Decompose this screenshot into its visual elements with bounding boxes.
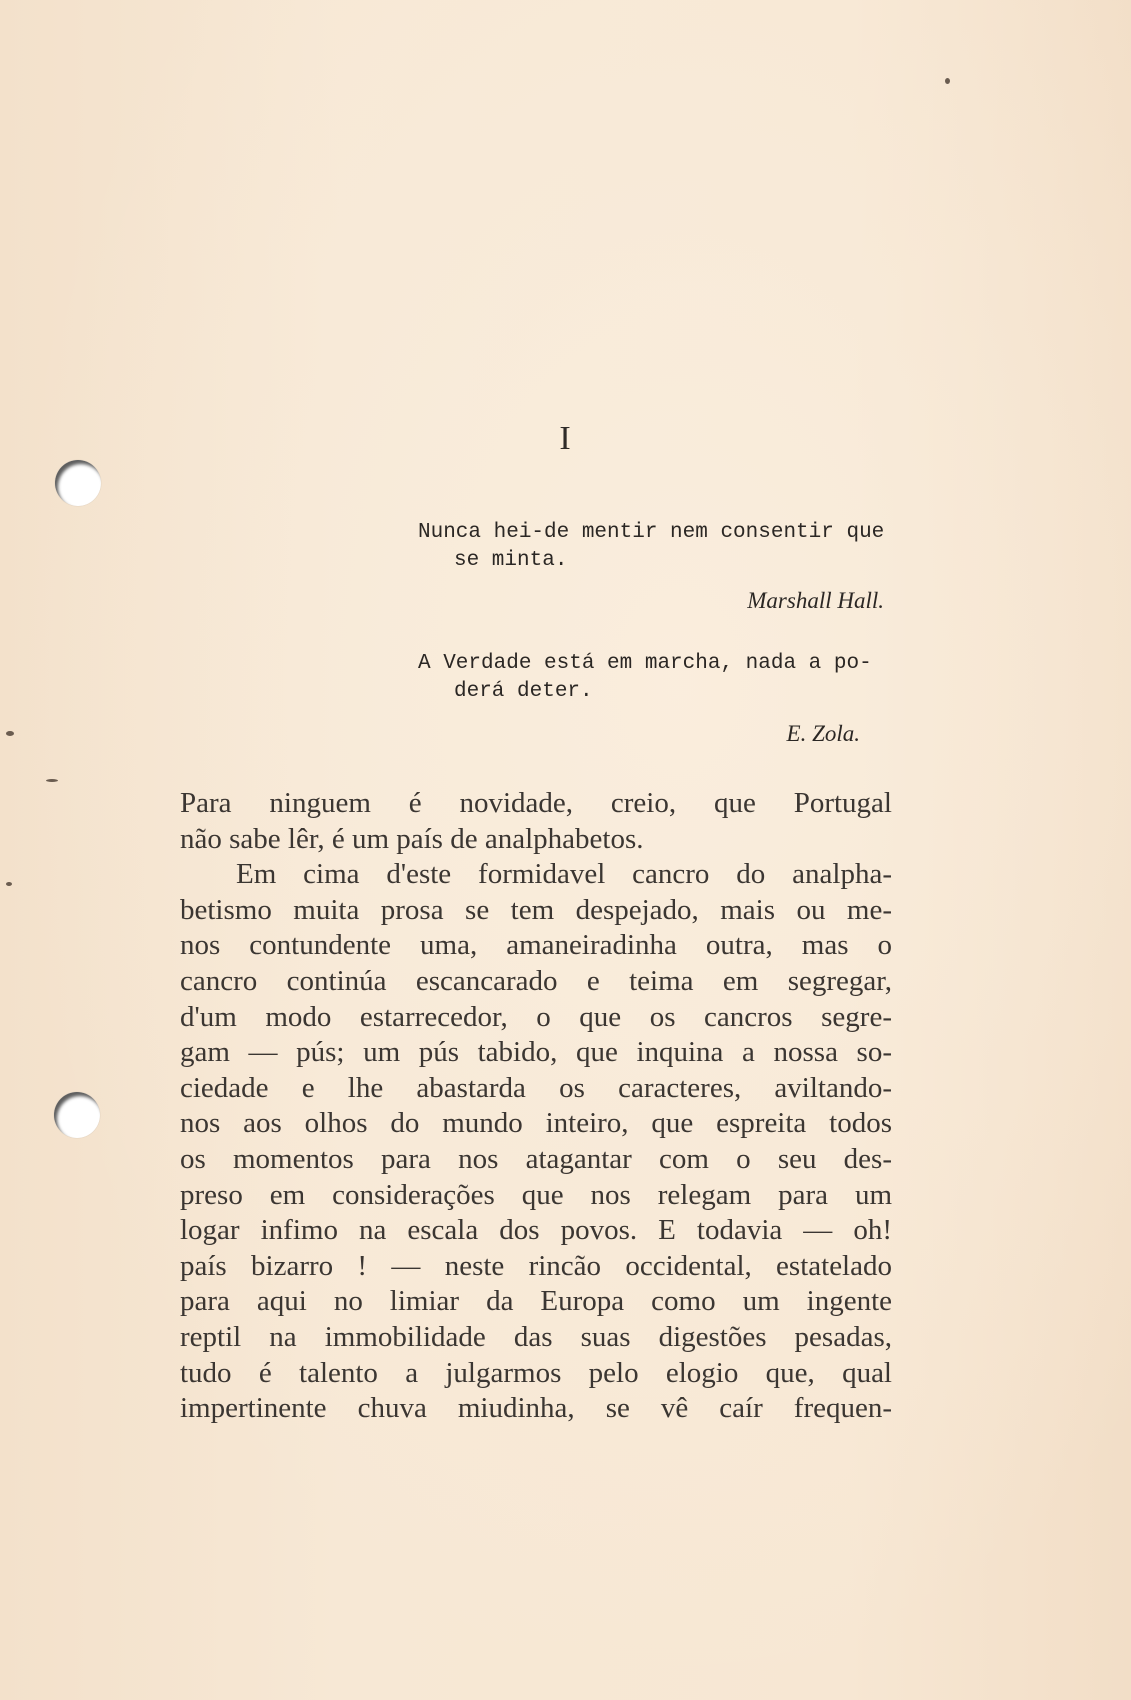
text-line: Para ninguem é novidade, creio, que Portugal bbox=[180, 787, 892, 819]
text-line: d'um modo estarrecedor, o que os cancros segre- bbox=[180, 1000, 892, 1033]
paper-speck bbox=[945, 78, 950, 84]
epigraph-author: E. Zola. bbox=[786, 721, 860, 746]
body-paragraphs bbox=[180, 786, 892, 1427]
text-line: cancro continúa escancarado e teima em segregar, bbox=[180, 964, 892, 997]
text-line: tudo é talento a julgarmos pelo elogio que, qual bbox=[180, 1356, 892, 1389]
text-line: ciedade e lhe abastarda os caracteres, aviltando- bbox=[180, 1071, 892, 1104]
text-line: não sabe lêr, é um país de analphabetos. bbox=[180, 822, 644, 855]
epigraph bbox=[418, 519, 894, 615]
text-line: para aqui no limiar da Europa como um ingente bbox=[180, 1285, 892, 1318]
epigraph-author: Marshall Hall. bbox=[747, 588, 884, 613]
epigraph-line: se minta. bbox=[454, 549, 568, 572]
punch-hole bbox=[54, 1092, 100, 1138]
text-line: impertinente chuva miudinha, se vê caír frequen- bbox=[180, 1392, 892, 1425]
punch-hole bbox=[55, 460, 101, 506]
epigraph-line: A Verdade está em marcha, nada a po- bbox=[418, 652, 872, 675]
epigraph bbox=[418, 650, 894, 748]
text-line: betismo muita prosa se tem despejado, mais ou me- bbox=[180, 893, 892, 926]
paper-speck bbox=[6, 731, 14, 736]
chapter-numeral: I bbox=[559, 420, 572, 457]
text-line: Em cima d'este formidavel cancro do analpha- bbox=[236, 858, 892, 891]
text-line: país bizarro ! — neste rincão occidental, estatelado bbox=[180, 1249, 892, 1282]
text-line: reptil na immobilidade das suas digestões pesadas, bbox=[180, 1320, 892, 1353]
text-line: logar infimo na escala dos povos. E todavia — oh! bbox=[180, 1214, 892, 1247]
text-line: preso em considerações que nos relegam para um bbox=[180, 1178, 892, 1211]
text-line: nos contundente uma, amaneiradinha outra, mas o bbox=[180, 929, 892, 962]
epigraph-line: Nunca hei-de mentir nem consentir que bbox=[418, 521, 885, 544]
paper-speck bbox=[6, 882, 12, 886]
text-line: gam — pús; um pús tabido, que inquina a nossa so- bbox=[180, 1036, 892, 1069]
epigraph-line: derá deter. bbox=[454, 680, 593, 703]
text-line: os momentos para nos atagantar com o seu des- bbox=[180, 1142, 892, 1175]
paper-speck bbox=[46, 779, 58, 782]
text-line: nos aos olhos do mundo inteiro, que espreita todos bbox=[180, 1107, 892, 1140]
